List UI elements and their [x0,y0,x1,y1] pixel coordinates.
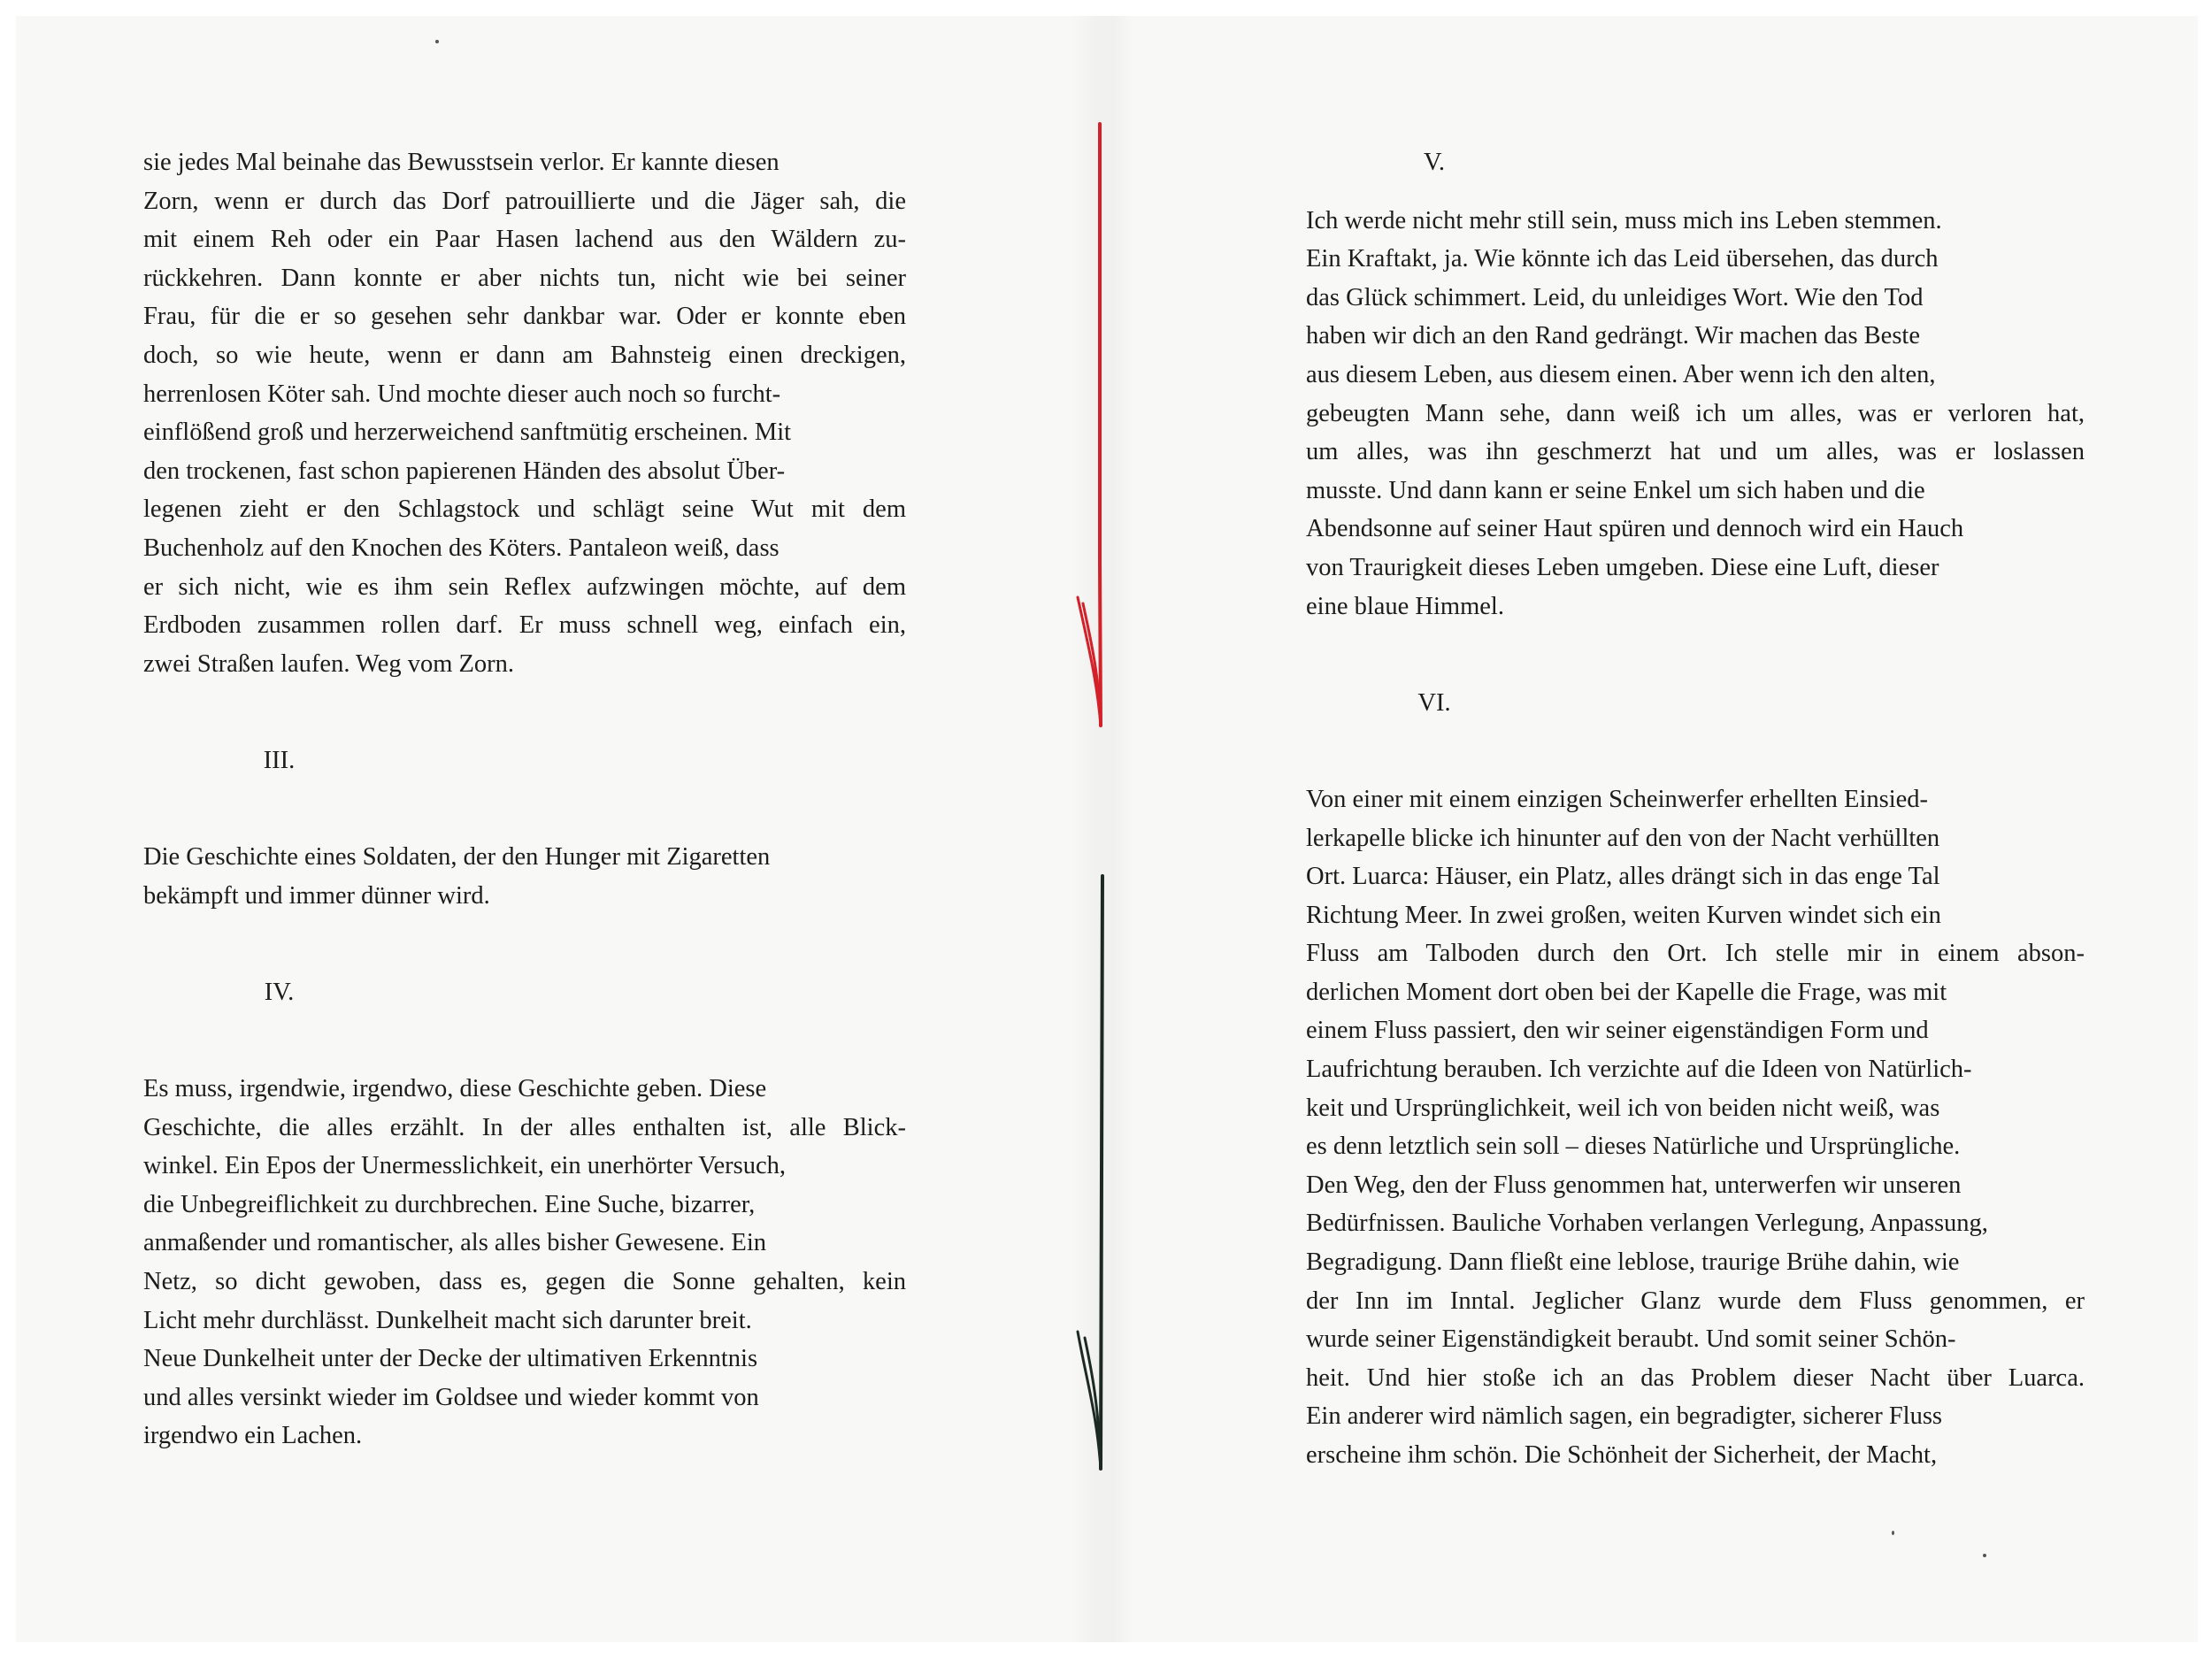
text-line: Frau, für die er so gesehen sehr dankbar war. Oder er konnte eben [143,303,906,331]
text-line: Die Geschichte eines Soldaten, der den Hunger mit Zigaretten [143,843,771,872]
text-line: derlichen Moment dort oben bei der Kapelle die Frage, was mit [1306,978,1947,1006]
text-line: winkel. Ein Epos der Unermesslichkeit, ein unerhörter Versuch, [143,1152,787,1180]
paragraph [143,143,906,683]
left-page-text [143,143,906,1455]
text-line: um alles, was ihn geschmerzt hat und um alles, was er loslassen [1306,438,2085,466]
text-line: Ein Kraftakt, ja. Wie könnte ich das Leid übersehen, das durch [1306,245,1939,273]
section-heading-iii: III. [263,746,296,774]
text-line: Den Weg, den der Fluss genommen hat, unterwerfen wir unseren [1306,1171,1962,1199]
text-line: sie jedes Mal beinahe das Bewusstsein verlor. Er kannte diesen [143,149,780,176]
paragraph [143,1070,906,1455]
text-line: doch, so wie heute, wenn er dann am Bahnsteig einen dreckigen, [143,341,906,369]
paper-speck [1983,1554,1986,1557]
text-line: musste. Und dann kann er seine Enkel um sich haben und die [1306,476,1925,504]
text-line: das Glück schimmert. Leid, du unleidiges Wort. Wie den Tod [1306,283,1924,311]
text-line: erscheine ihm schön. Die Schönheit der Sicherheit, der Macht, [1306,1441,1938,1469]
dark-binding-thread [1062,867,1133,1486]
text-line: heit. Und hier stoße ich an das Problem dieser Nacht über Luarca. [1306,1363,2085,1392]
text-line: gebeugten Mann sehe, dann weiß ich um alles, was er verloren hat, [1306,399,2085,427]
text-line: Begradigung. Dann fließt eine leblose, traurige Brühe dahin, wie [1306,1248,1960,1277]
text-line: Erdboden zusammen rollen darf. Er muss schnell weg, einfach ein, [143,611,906,640]
right-page-text [1306,143,2085,1475]
text-line: Geschichte, die alles erzählt. In der alles enthalten ist, alle Blick- [143,1113,906,1141]
text-line: haben wir dich an den Rand gedrängt. Wir machen das Beste [1306,322,1920,350]
paragraph [143,838,906,915]
text-line: Ein anderer wird nämlich sagen, ein begradigter, sicherer Fluss [1306,1402,1943,1431]
paragraph [1306,202,2085,626]
text-line: er sich nicht, wie es ihm sein Reflex aufzwingen möchte, auf dem [143,572,906,601]
text-line: legenen zieht er den Schlagstock und schlägt seine Wut mit dem [143,495,906,524]
paper-speck [435,40,439,43]
text-line: Ich werde nicht mehr still sein, muss mich ins Leben stemmen. [1306,206,1942,234]
text-line: zwei Straßen laufen. Weg vom Zorn. [143,649,515,678]
text-line: Richtung Meer. In zwei großen, weiten Kurven windet sich ein [1306,901,1941,929]
text-line: keit und Ursprünglichkeit, weil ich von beiden nicht weiß, was [1306,1094,1940,1122]
section-heading-v: V. [1423,149,1446,176]
text-line: den trockenen, fast schon papierenen Händen des absolut Über- [143,457,786,485]
text-line: anmaßender und romantischer, als alles bisher Gewesene. Ein [143,1229,766,1257]
text-line: aus diesem Leben, aus diesem einen. Aber wenn ich den alten, [1306,360,1936,388]
text-line: Fluss am Talboden durch den Ort. Ich stelle mir in einem abson- [1306,940,2085,968]
paragraph [1306,780,2085,1475]
text-line: eine blaue Himmel. [1306,592,1504,620]
text-line: Bedürfnissen. Bauliche Vorhaben verlangen Verlegung, Anpassung, [1306,1210,1988,1238]
text-line: rückkehren. Dann konnte er aber nichts tun, nicht wie bei seiner [143,264,906,292]
text-line: Laufrichtung berauben. Ich verzichte auf die Ideen von Natürlich- [1306,1056,1972,1084]
text-line: die Unbegreiflichkeit zu durchbrechen. Eine Suche, bizarrer, [143,1190,756,1218]
text-line: einflößend groß und herzerweichend sanftmütig erscheinen. Mit [143,419,792,447]
red-binding-thread [1062,115,1133,752]
text-line: Von einer mit einem einzigen Scheinwerfer erhellten Einsied- [1306,785,1929,813]
text-line: Es muss, irgendwie, irgendwo, diese Geschichte geben. Diese [143,1075,767,1103]
text-line: Ort. Luarca: Häuser, ein Platz, alles drängt sich in das enge Tal [1306,863,1940,891]
text-line: einem Fluss passiert, den wir seiner eigenständigen Form und [1306,1017,1929,1045]
text-line: Buchenholz auf den Knochen des Köters. Pantaleon weiß, dass [143,534,780,562]
text-line: von Traurigkeit dieses Leben umgeben. Diese eine Luft, dieser [1306,553,1939,581]
text-line: irgendwo ein Lachen. [143,1422,363,1450]
section-heading-iv: IV. [264,978,295,1006]
text-line: herrenlosen Köter sah. Und mochte dieser auch noch so furcht- [143,380,781,408]
text-line: bekämpft und immer dünner wird. [143,881,490,910]
text-line: lerkapelle blicke ich hinunter auf den von der Nacht verhüllten [1306,824,1940,852]
paper-speck [1892,1531,1894,1535]
text-line: Licht mehr durchlässt. Dunkelheit macht sich darunter breit. [143,1306,752,1334]
text-line: Zorn, wenn er durch das Dorf patrouillierte und die Jäger sah, die [143,187,906,215]
section-heading-vi: VI. [1417,688,1451,717]
text-line: Neue Dunkelheit unter der Decke der ultimativen Erkenntnis [143,1345,758,1373]
text-line: wurde seiner Eigenständigkeit beraubt. Und somit seiner Schön- [1306,1325,1956,1354]
text-line: mit einem Reh oder ein Paar Hasen lachend aus den Wäldern zu- [143,226,906,254]
text-line: und alles versinkt wieder im Goldsee und wieder kommt von [143,1383,759,1411]
text-line: der Inn im Inntal. Jeglicher Glanz wurde dem Fluss genommen, er [1306,1286,2085,1315]
text-line: Abendsonne auf seiner Haut spüren und dennoch wird ein Hauch [1306,515,1964,543]
text-line: es denn letztlich sein soll – dieses Natürliche und Ursprüngliche. [1306,1133,1961,1161]
text-line: Netz, so dicht gewoben, dass es, gegen die Sonne gehalten, kein [143,1268,906,1296]
